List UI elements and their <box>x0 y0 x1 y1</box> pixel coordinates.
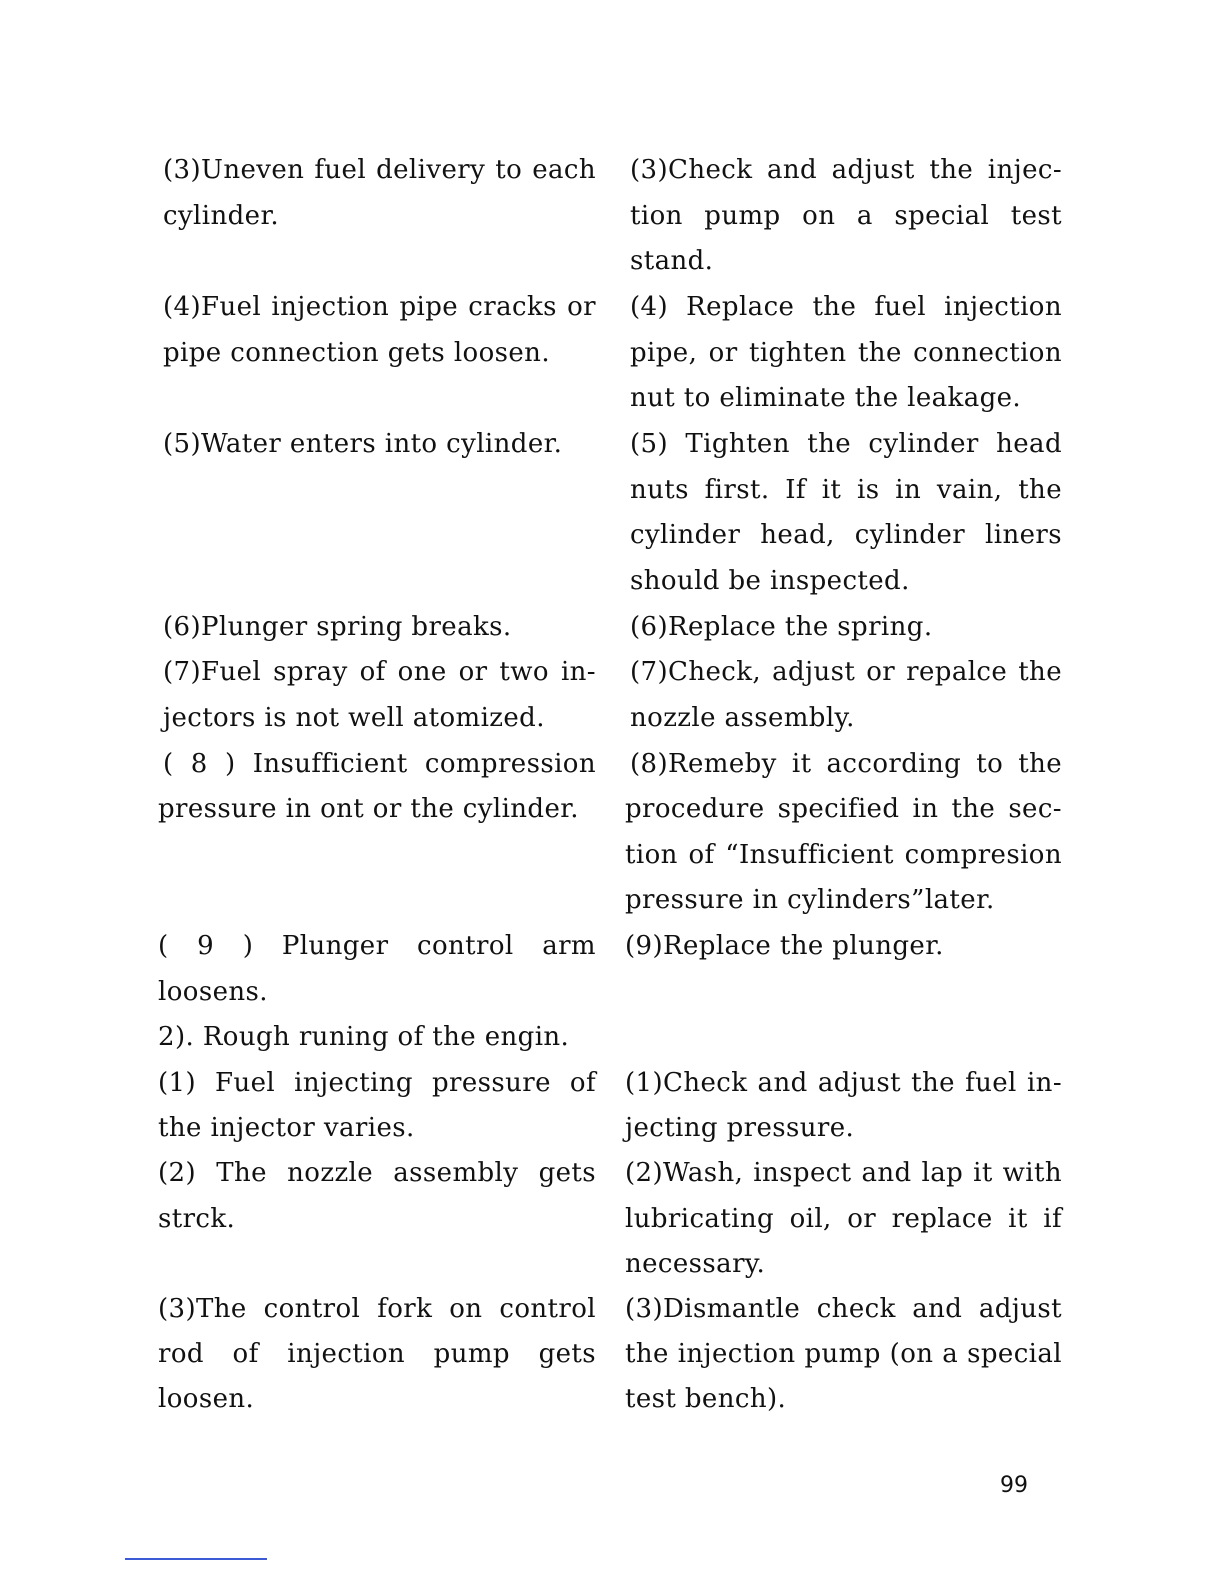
remedy-2-1-line-1: (1)Check and adjust the fuel in- <box>625 1068 1062 1098</box>
remedy-7-line-2: nozzle assembly. <box>630 703 855 733</box>
cause-4-line-1: (4)Fuel injection pipe cracks or <box>163 292 596 322</box>
remedy-5-line-1: (5) Tighten the cylinder head <box>630 429 1062 459</box>
remedy-2-1-line-2: jecting pressure. <box>625 1113 855 1143</box>
cause-6-line-1: (6)Plunger spring breaks. <box>163 612 512 642</box>
remedy-8-line-4: pressure in cylinders”later. <box>625 885 995 915</box>
remedy-2-3-line-3: test bench). <box>625 1384 787 1414</box>
remedy-4-line-3: nut to eliminate the leakage. <box>630 383 1022 413</box>
remedy-7-line-1: (7)Check, adjust or repalce the <box>630 657 1062 687</box>
remedy-2-3-line-1: (3)Dismantle check and adjust <box>625 1294 1062 1324</box>
cause-9-line-1: ( 9 ) Plunger control arm <box>158 931 596 961</box>
cause-2-2-line-2: strck. <box>158 1204 236 1234</box>
remedy-5-line-3: cylinder head, cylinder liners <box>630 520 1062 550</box>
remedy-6-line-1: (6)Replace the spring. <box>630 612 933 642</box>
remedy-5-line-4: should be inspected. <box>630 566 910 596</box>
cause-5-line-1: (5)Water enters into cylinder. <box>163 429 563 459</box>
remedy-8-line-1: (8)Remeby it according to the <box>630 749 1062 779</box>
page-number: 99 <box>1000 1473 1028 1498</box>
remedy-2-2-line-1: (2)Wash, inspect and lap it with <box>625 1158 1062 1188</box>
remedy-9-line-1: (9)Replace the plunger. <box>625 931 944 961</box>
remedy-8-line-2: procedure specified in the sec- <box>625 794 1062 824</box>
cause-7-line-2: jectors is not well atomized. <box>163 703 545 733</box>
cause-2-3-line-3: loosen. <box>158 1384 255 1414</box>
cause-2-3-line-1: (3)The control fork on control <box>158 1294 596 1324</box>
remedy-4-line-1: (4) Replace the fuel injection <box>630 292 1062 322</box>
remedy-8-line-3: tion of “Insufficient compresion <box>625 840 1062 870</box>
section-heading: 2). Rough runing of the engin. <box>158 1022 570 1052</box>
remedy-4-line-2: pipe, or tighten the connection <box>630 338 1062 368</box>
cause-7-line-1: (7)Fuel spray of one or two in- <box>163 657 596 687</box>
remedy-3-line-3: stand. <box>630 246 714 276</box>
cause-2-1-line-1: (1) Fuel injecting pressure of <box>158 1068 596 1098</box>
remedy-3-line-2: tion pump on a special test <box>630 201 1062 231</box>
cause-3-line-1: (3)Uneven fuel delivery to each <box>163 155 596 185</box>
remedy-5-line-2: nuts first. If it is in vain, the <box>630 475 1062 505</box>
remedy-2-2-line-3: necessary. <box>625 1249 766 1279</box>
remedy-3-line-1: (3)Check and adjust the injec- <box>630 155 1062 185</box>
cause-2-2-line-1: (2) The nozzle assembly gets <box>158 1158 596 1188</box>
remedy-2-2-line-2: lubricating oil, or replace it if <box>625 1204 1062 1234</box>
cause-8-line-1: ( 8 ) Insufficient compression <box>163 749 596 779</box>
cause-3-line-2: cylinder. <box>163 201 280 231</box>
cause-2-3-line-2: rod of injection pump gets <box>158 1339 596 1369</box>
cause-2-1-line-2: the injector varies. <box>158 1113 415 1143</box>
cause-4-line-2: pipe connection gets loosen. <box>163 338 550 368</box>
cause-8-line-2: pressure in ont or the cylinder. <box>158 794 579 824</box>
footer-rule <box>125 1558 267 1560</box>
cause-9-line-2: loosens. <box>158 977 268 1007</box>
remedy-2-3-line-2: the injection pump (on a special <box>625 1339 1062 1369</box>
